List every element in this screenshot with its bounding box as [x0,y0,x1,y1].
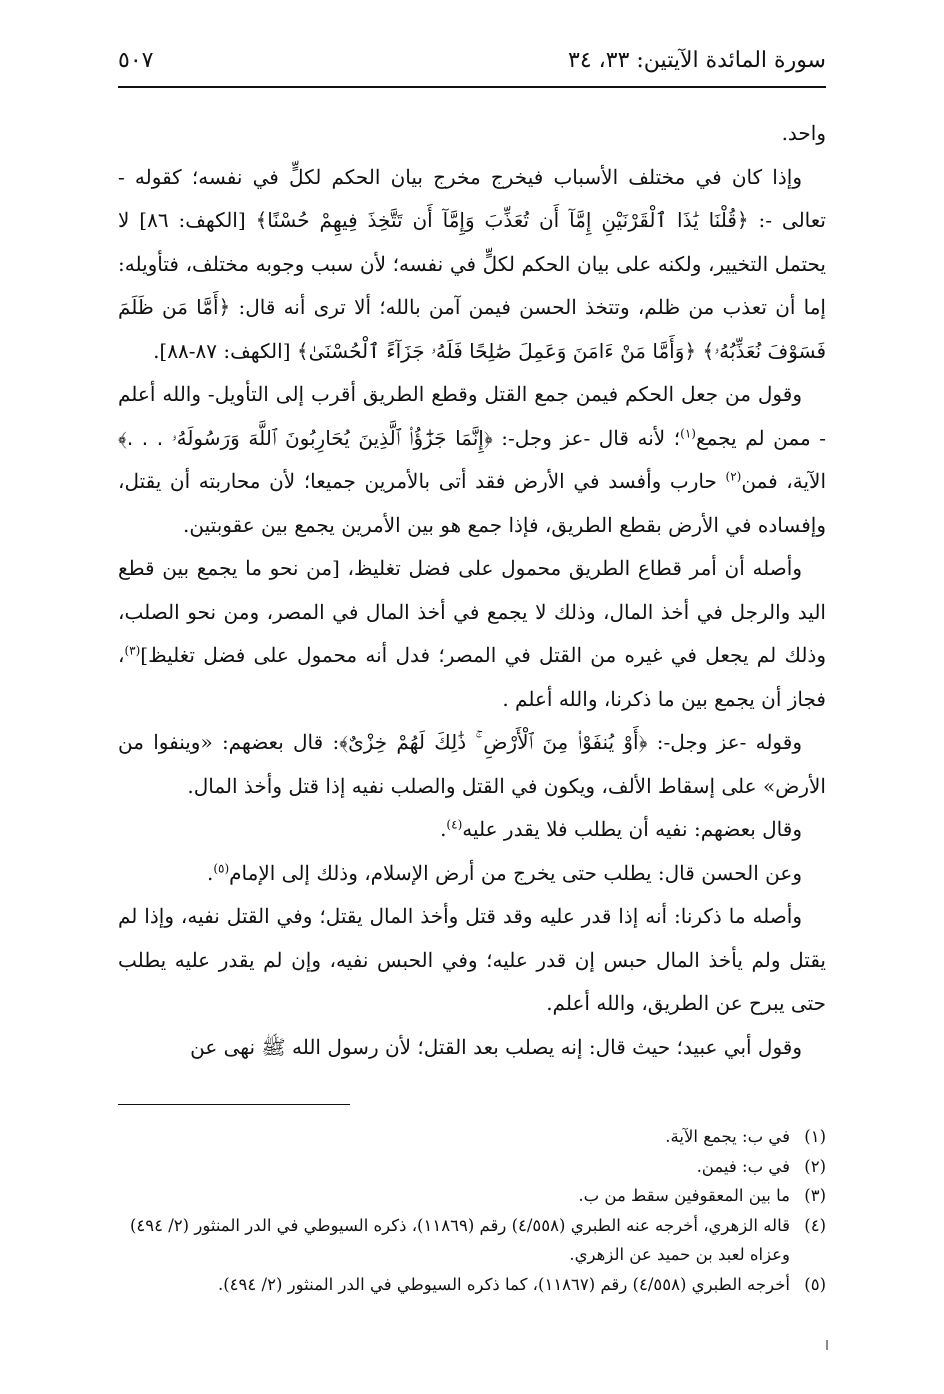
paragraph-3 [118,373,826,547]
text-run: وإذا كان في مختلف الأسباب فيخرج مخرج بيان الحكم لكلٍّ في نفسه؛ كقوله - تعالى -: [118,164,826,232]
text-run: وعن الحسن قال: يطلب حتى يخرج من أرض الإسلام، وذلك إلى الإمام [229,860,802,885]
paragraph-1: واحد. [781,121,826,145]
paragraph-5 [118,721,826,808]
text-run: ، فجاز أن يجمع بين ما ذكرنا، والله أعلم . [118,643,826,711]
footnote-text: في ب: يجمع الآية. [665,1127,790,1146]
footnote-number: (٥) [804,1274,826,1294]
footnote-divider [118,1104,350,1105]
page-number: ٥٠٧ [118,48,154,73]
main-text [118,112,826,1069]
footnote-text: ما بين المعقوفين سقط من ب. [578,1186,790,1205]
text-run: حارب وأفسد في الأرض فقد أتى بالأمرين جميعا؛ لأن محاربته أن يقتل، وإفساده في الأرض بقطع الطريق، فإذا جمع هو بين الأمرين يجمع بين عقوبتين. [118,469,826,537]
footnote [110,1122,826,1152]
footnote-text: في ب: فيمن. [696,1156,790,1176]
text-run: الآية، فمن [741,469,826,493]
footnotes [110,1122,826,1299]
footnote-ref-2: (٢) [725,469,742,484]
paragraph-4 [118,547,826,721]
footnote [110,1270,826,1300]
text-run: وقال بعضهم: نفيه أن يطلب فلا يقدر عليه [462,817,802,841]
quran-verse: ﴿إِنَّمَا جَزَٰٓؤُا۟ ٱلَّذِينَ يُحَارِبُونَ ٱللَّهَ وَرَسُولَهُۥ . . .﴾ [118,425,493,450]
paragraph-9: وقول أبي عبيد؛ حيث قال: إنه يصلب بعد القتل؛ لأن رسول الله ﷺ نهى عن [190,1034,802,1059]
header-divider [118,86,826,88]
footnote [110,1152,826,1182]
quran-verse: ﴿أَمَّا مَن ظَلَمَ فَسَوْفَ نُعَذِّبُهُۥ﴾ ﴿وَأَمَّا مَنْ ءَامَنَ وَعَمِلَ صَٰلِحًا فَلَهُۥ جَزَآءً ٱلْحُسْنَىٰ﴾ [118,295,826,363]
footnote [110,1211,826,1270]
text-run: وقول من جعل الحكم فيمن جمع القتل وقطع الطريق أقرب إلى التأويل- والله أعلم - ممن لم يجمع [118,382,826,450]
footnote-number: (٤) [804,1215,826,1235]
footnote-text: أخرجه الطبري (٤/٥٥٨) رقم (١١٨٦٧)، كما ذكره السيوطي في الدر المنثور (٢/ ٤٩٤). [217,1274,790,1294]
footnote-text: قاله الزهري، أخرجه عنه الطبري (٤/٥٥٨) رقم (١١٨٦٩)، ذكره السيوطي في الدر المنثور (٢/ ٤٩٤) وعزاه لعبد بن حميد عن الزهري. [129,1215,790,1264]
scan-mark [826,1340,828,1350]
quran-verse: ﴿قُلْنَا يَٰذَا ٱلْقَرْنَيْنِ إِمَّآ أَن تُعَذِّبَ وَإِمَّآ أَن تَتَّخِذَ فِيهِمْ حُسْنًا﴾ [255,208,749,232]
running-header [118,42,826,86]
text-run: . [206,860,214,885]
footnote-ref-4: (٤) [446,817,463,832]
text-run: . [440,817,447,841]
text-run: : قال بعضهم: «وينفوا من الأرض» على إسقاط الألف، ويكون في القتل والصلب نفيه إذا قتل وأخذ المال. [118,730,826,798]
footnote-number: (٢) [804,1156,826,1176]
footnote [110,1181,826,1211]
paragraph-6 [118,808,826,852]
footnote-ref-1: (١) [680,425,696,440]
paragraph-2 [118,156,826,374]
footnote-ref-5: (٥) [213,860,230,875]
paragraph-8: وأصله ما ذكرنا: أنه إذا قدر عليه وقد قتل وأخذ المال يقتل؛ وفي القتل نفيه، وإذا لم يقتل ولم يأخذ المال حبس إن قدر عليه؛ وفي الحبس نفيه، وإن لم يقدر عليه يطلب حتى يبرح عن الطريق، والله أعلم. [118,904,826,1015]
quran-verse: ﴿أَوْ يُنفَوْا۟ مِنَ ٱلْأَرْضِ ۚ ذَٰلِكَ لَهُمْ خِزْىٌ﴾ [339,730,648,754]
text-run: وقوله -عز وجل-: [647,730,802,754]
footnote-number: (٣) [804,1186,826,1205]
text-run: [الكهف: ٨٧-٨٨]. [153,338,297,363]
paragraph-7 [118,852,826,896]
header-title: سورة المائدة الآيتين: ٣٣، ٣٤ [568,48,826,73]
footnote-ref-3: (٣) [124,643,141,658]
text-run: [الكهف: ٨٦] لا يحتمل التخيير، ولكنه على بيان الحكم لكلٍّ في نفسه؛ لأن سبب وجوبه مختلف، فتأويله: إما أن تعذب من ظلم، وتتخذ الحسن فيمن آمن بالله؛ ألا ترى أنه قال: [118,208,826,319]
text-run: ؛ لأنه قال -عز وجل-: [492,425,681,450]
footnote-number: (١) [804,1127,826,1146]
text-run: وأصله أن أمر قطاع الطريق محمول على فضل تغليظ، [من نحو ما يجمع بين قطع اليد والرجل في أخذ المال، وذلك لا يجمع في أخذ المال في المصر، ومن نحو الصلب، وذلك لم يجعل في غيره من القتل في المصر؛ فدل أنه محمول على فضل تغليظ] [118,556,826,667]
